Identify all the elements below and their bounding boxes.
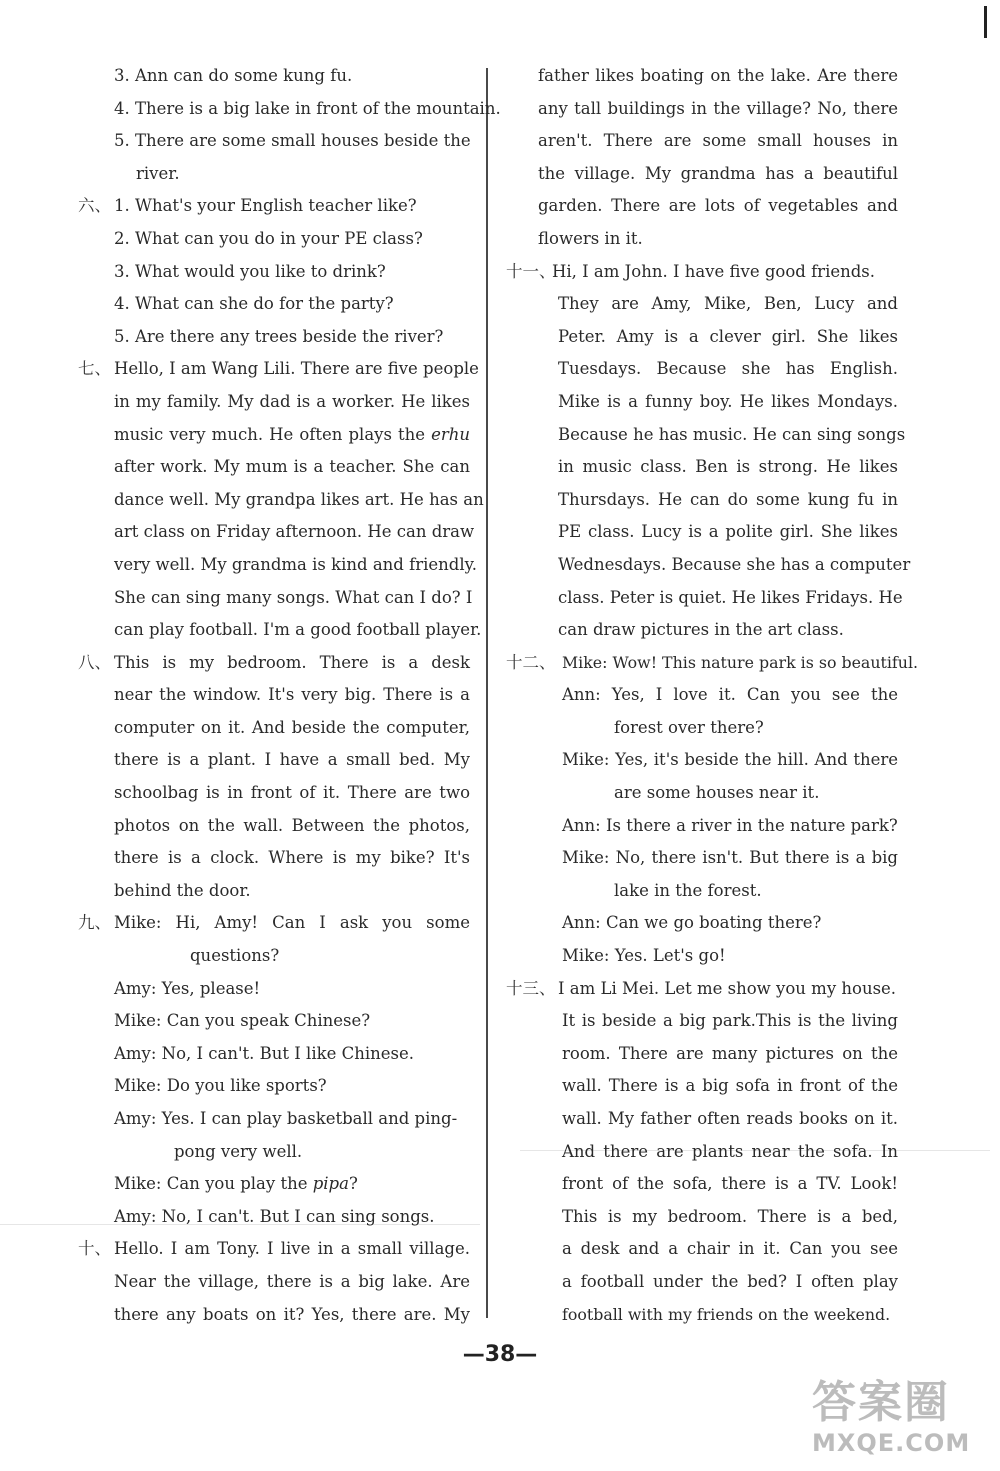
passage-text: music very much. He often plays the (114, 424, 432, 444)
passage-line: I am Li Mei. Let me show you my house. (558, 978, 897, 998)
section-6 (78, 190, 470, 353)
section-8 (78, 647, 470, 908)
section-marker: 十三、 (506, 978, 556, 998)
dialogue-line: pong very well. (174, 1141, 303, 1161)
dialogue-line: Mike: Yes, it's beside the hill. And there (562, 750, 898, 770)
passage-line: This is my bedroom. There is a bed, (562, 1206, 898, 1226)
passage-line: father likes boating on the lake. Are there (538, 66, 898, 85)
section-11 (506, 256, 911, 647)
passage-line: in my family. My dad is a worker. He likes (114, 391, 470, 411)
passage-line: wall. My father often reads books on it. (562, 1109, 898, 1128)
passage-line: a desk and a chair in it. Can you see (562, 1239, 898, 1259)
section-5-continued (78, 60, 501, 190)
dialogue-line: are some houses near it. (614, 783, 820, 803)
corner-mark (984, 6, 987, 38)
passage-line: dance well. My grandpa likes art. He has an (114, 489, 484, 509)
passage-line: aren't. There are some small houses in (538, 131, 898, 151)
passage-line: Hello. I am Tony. I live in a small village. (114, 1239, 470, 1259)
dialogue-line: questions? (190, 946, 280, 966)
passage-line: there any boats on it? Yes, there are. My (114, 1304, 470, 1324)
passage-line: front of the sofa, there is a TV. Look! (562, 1174, 898, 1194)
passage-line: the village. My grandma has a beautiful (538, 163, 898, 183)
passage-line: in music class. Ben is strong. He likes (558, 457, 898, 477)
section-marker: 九、 (78, 913, 111, 933)
answer-line: 2. What can you do in your PE class? (114, 228, 423, 248)
passage-line (78, 419, 470, 452)
italic-word: erhu (431, 424, 470, 444)
answer-line: 3. Ann can do some kung fu. (114, 66, 353, 85)
dialogue-text: Mike: Can you play the (114, 1174, 313, 1194)
dialogue-line (78, 1168, 470, 1201)
section-marker: 八、 (78, 652, 111, 672)
passage-line: football with my friends on the weekend. (562, 1304, 891, 1324)
passage-line: wall. There is a big sofa in front of the (562, 1076, 898, 1096)
passage-line: room. There are many pictures on the (562, 1043, 898, 1063)
dialogue-line: Mike: Can you speak Chinese? (114, 1011, 371, 1031)
passage-line: a football under the bed? I often play (562, 1271, 898, 1291)
italic-word: pipa (312, 1174, 349, 1194)
right-column (506, 60, 919, 1331)
dialogue-line: Ann: Can we go boating there? (562, 913, 822, 933)
passage-line: And there are plants near the sofa. In (562, 1141, 898, 1161)
section-12 (506, 647, 919, 973)
dialogue-line: Amy: Yes. I can play basketball and ping- (114, 1109, 458, 1128)
passage-line: any tall buildings in the village? No, there (538, 98, 898, 118)
section-marker: 十二、 (506, 652, 556, 672)
section-10 (78, 1233, 470, 1331)
passage-line: Near the village, there is a big lake. Are (114, 1271, 470, 1291)
dialogue-text: ? (348, 1174, 358, 1194)
passage-line: Thursdays. He can do some kung fu in (558, 489, 898, 509)
passage-line: flowers in it. (538, 228, 643, 248)
section-marker: 十一、 (506, 261, 556, 281)
answer-line: 3. What would you like to drink? (114, 261, 386, 281)
section-marker: 十、 (78, 1239, 111, 1259)
watermark (812, 1378, 992, 1464)
left-column (78, 60, 501, 1331)
passage-line: can draw pictures in the art class. (558, 620, 844, 640)
dialogue-line: forest over there? (614, 717, 764, 737)
passage-line: Mike is a funny boy. He likes Mondays. (558, 391, 898, 411)
answer-line: 1. What's your English teacher like? (114, 196, 417, 216)
passage-line: PE class. Lucy is a polite girl. She likes (558, 522, 898, 542)
dialogue-line: Mike: Hi, Amy! Can I ask you some (114, 913, 470, 933)
section-10-continued (506, 60, 898, 256)
passage-line: She can sing many songs. What can I do? I (114, 587, 473, 607)
dialogue-line: Amy: No, I can't. But I can sing songs. (114, 1206, 435, 1226)
passage-line: It is beside a big park.This is the living (562, 1011, 898, 1031)
passage-line: behind the door. (114, 880, 251, 900)
watermark-url: MXQE.COM (812, 1429, 971, 1457)
passage-line: garden. There are lots of vegetables and (538, 196, 898, 216)
passage-line: class. Peter is quiet. He likes Fridays. He (558, 587, 903, 607)
dialogue-line: Mike: Wow! This nature park is so beautiful. (562, 652, 919, 672)
passage-line: Hi, I am John. I have five good friends. (552, 261, 876, 281)
section-13 (506, 973, 898, 1332)
section-7 (78, 353, 484, 646)
section-9 (78, 907, 470, 1233)
answer-line: river. (136, 163, 180, 183)
answer-line: 5. Are there any trees beside the river? (114, 326, 444, 346)
passage-line: Tuesdays. Because she has English. (558, 359, 898, 379)
page-number: —38— (462, 1342, 538, 1367)
answer-line: 4. There is a big lake in front of the mountain. (114, 98, 501, 118)
column-divider (486, 68, 488, 1318)
section-marker: 七、 (78, 359, 111, 379)
passage-line: They are Amy, Mike, Ben, Lucy and (558, 294, 898, 314)
dialogue-line: Mike: No, there isn't. But there is a big (562, 848, 898, 868)
passage-line: after work. My mum is a teacher. She can (114, 457, 470, 477)
answer-line: 5. There are some small houses beside the (114, 131, 471, 151)
dialogue-line: lake in the forest. (614, 880, 762, 900)
dialogue-line: Amy: No, I can't. But I like Chinese. (114, 1043, 415, 1063)
passage-line: Hello, I am Wang Lili. There are five people (114, 359, 479, 379)
passage-line: can play football. I'm a good football player. (114, 620, 482, 640)
passage-line: Wednesdays. Because she has a computer (558, 554, 911, 574)
dialogue-line: Ann: Is there a river in the nature park? (562, 815, 898, 835)
passage-line: photos on the wall. Between the photos, (114, 815, 470, 835)
passage-line: computer on it. And beside the computer, (114, 717, 470, 737)
passage-line: schoolbag is in front of it. There are two (114, 783, 470, 803)
passage-line: This is my bedroom. There is a desk (114, 652, 470, 672)
passage-line: Peter. Amy is a clever girl. She likes (558, 326, 898, 346)
passage-line: there is a plant. I have a small bed. My (114, 750, 470, 770)
dialogue-line: Mike: Yes. Let's go! (562, 946, 726, 966)
dialogue-line: Amy: Yes, please! (114, 978, 261, 998)
passage-line: Because he has music. He can sing songs (558, 424, 906, 444)
dialogue-line: Mike: Do you like sports? (114, 1076, 327, 1096)
answer-line: 4. What can she do for the party? (114, 294, 394, 314)
passage-line: near the window. It's very big. There is a (114, 685, 470, 705)
dialogue-line: Ann: Yes, I love it. Can you see the (562, 685, 898, 705)
passage-line: art class on Friday afternoon. He can draw (114, 522, 475, 542)
passage-line: there is a clock. Where is my bike? It's (114, 848, 470, 868)
passage-line: very well. My grandma is kind and friendly. (114, 554, 477, 574)
watermark-logo: 答案圈 (812, 1377, 950, 1428)
section-marker: 六、 (78, 196, 111, 216)
